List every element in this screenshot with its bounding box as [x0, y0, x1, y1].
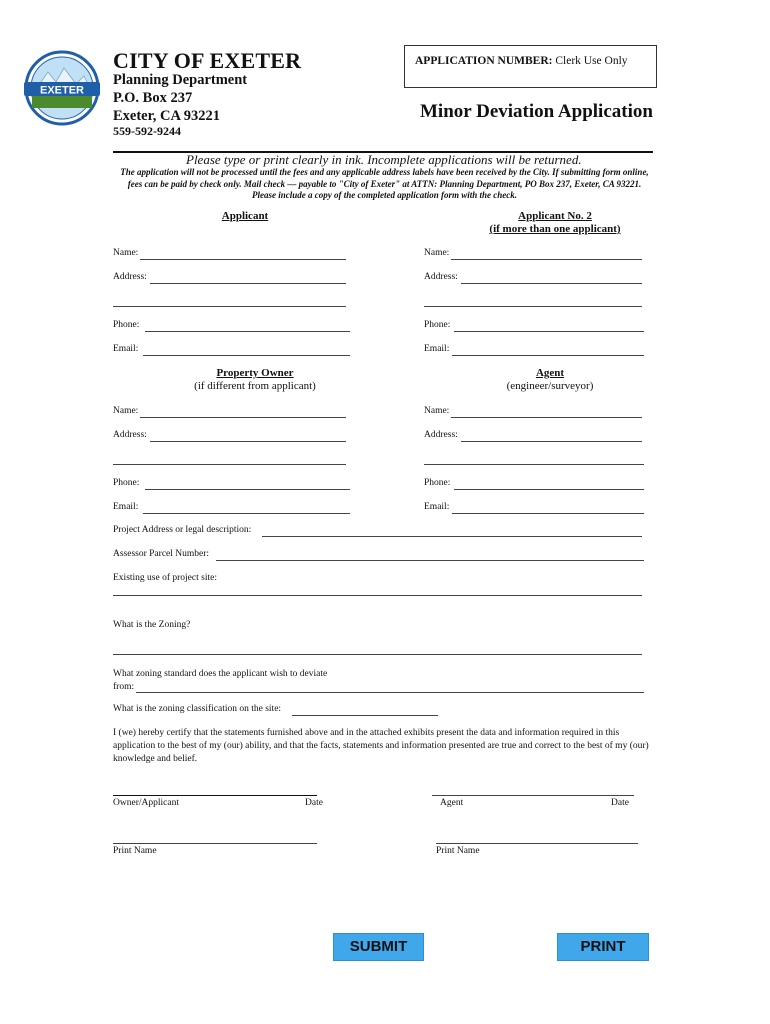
existing-use-field[interactable] [113, 595, 642, 596]
owner-address-line2-field[interactable] [113, 464, 346, 465]
agent-email-label: Email: [424, 502, 450, 512]
apn-field[interactable] [216, 560, 644, 561]
agent-subheading: (engineer/surveyor) [506, 380, 594, 392]
owner-print-name-label: Print Name [113, 846, 157, 856]
applicant-phone-field[interactable] [145, 331, 350, 332]
applicant2-address-label: Address: [424, 272, 458, 282]
agent-name-label: Name: [424, 406, 450, 416]
owner-phone-label: Phone: [113, 478, 140, 488]
agent-address-field[interactable] [461, 441, 642, 442]
applicant-email-field[interactable] [143, 355, 350, 356]
project-address-field[interactable] [262, 536, 642, 537]
applicant2-heading: Applicant No. 2 [518, 210, 592, 222]
applicant-email-label: Email: [113, 344, 139, 354]
zoning-field[interactable] [113, 654, 642, 655]
applicant-heading: Applicant [221, 210, 269, 222]
city-state-zip: Exeter, CA 93221 [113, 108, 220, 124]
agent-signature-label: Agent [440, 798, 464, 808]
agent-print-name-field[interactable] [436, 843, 638, 844]
owner-signature-field[interactable] [113, 795, 317, 796]
applicant2-name-label: Name: [424, 248, 450, 258]
owner-heading: Property Owner [216, 367, 294, 379]
instructions: Please type or print clearly in ink. Incomplete applications will be returned. [186, 152, 582, 167]
applicant2-email-field[interactable] [452, 355, 644, 356]
form-title: Minor Deviation Application [420, 101, 653, 122]
applicant-name-label: Name: [113, 248, 139, 258]
application-number-value: Clerk Use Only [555, 55, 628, 67]
agent-heading: Agent [535, 367, 565, 379]
applicant2-phone-field[interactable] [454, 331, 644, 332]
apn-label: Assessor Parcel Number: [113, 549, 210, 559]
owner-address-label: Address: [113, 430, 147, 440]
department-phone: 559-592-9244 [113, 124, 181, 138]
agent-print-name-label: Print Name [436, 846, 480, 856]
application-number-label: APPLICATION NUMBER: [415, 55, 553, 67]
applicant-phone-label: Phone: [113, 320, 140, 330]
applicant-address-field[interactable] [150, 283, 346, 284]
agent-signature-field[interactable] [432, 795, 634, 796]
applicant2-subheading: (if more than one applicant) [489, 223, 621, 235]
applicant-address-label: Address: [113, 272, 147, 282]
applicant2-phone-label: Phone: [424, 320, 451, 330]
logo-text: EXETER [39, 84, 85, 97]
application-number-box [404, 45, 657, 88]
agent-address-label: Address: [424, 430, 458, 440]
owner-name-field[interactable] [140, 417, 346, 418]
zoning-classification-label: What is the zoning classification on the site: [113, 704, 282, 714]
deviate-label: What zoning standard does the applicant wish to deviate [113, 669, 328, 679]
owner-print-name-field[interactable] [113, 843, 317, 844]
processing-notice: The application will not be processed until the fees and any applicable address labels have been received by the City. If submitting form online, fees can be paid by check only. Mail check — payable to "City of Exeter" at ATTN: Planning Department, PO Box 237, Exeter, CA 93221. Please include a copy of the completed application form with the check. [120, 167, 649, 200]
agent-date-label: Date [611, 798, 629, 808]
applicant2-address-field[interactable] [461, 283, 642, 284]
submit-button[interactable]: SUBMIT [333, 933, 424, 961]
po-box: P.O. Box 237 [113, 90, 193, 106]
deviate-label-from: from: [113, 682, 135, 692]
owner-date-label: Date [305, 798, 323, 808]
owner-email-field[interactable] [143, 513, 350, 514]
applicant2-name-field[interactable] [451, 259, 642, 260]
owner-signature-label: Owner/Applicant [113, 798, 179, 808]
agent-email-field[interactable] [452, 513, 644, 514]
agent-phone-label: Phone: [424, 478, 451, 488]
applicant2-email-label: Email: [424, 344, 450, 354]
applicant-address-line2-field[interactable] [113, 306, 346, 307]
print-button[interactable]: PRINT [557, 933, 649, 961]
zoning-label: What is the Zoning? [113, 620, 191, 630]
deviate-field[interactable] [136, 692, 644, 693]
zoning-classification-field[interactable] [292, 715, 438, 716]
agent-name-field[interactable] [451, 417, 642, 418]
agent-phone-field[interactable] [454, 489, 644, 490]
applicant-name-field[interactable] [140, 259, 346, 260]
owner-name-label: Name: [113, 406, 139, 416]
existing-use-label: Existing use of project site: [113, 573, 217, 583]
owner-phone-field[interactable] [145, 489, 350, 490]
department-name: Planning Department [113, 72, 248, 88]
owner-email-label: Email: [113, 502, 139, 512]
project-address-label: Project Address or legal description: [113, 525, 252, 535]
agent-address-line2-field[interactable] [424, 464, 644, 465]
applicant2-address-line2-field[interactable] [424, 306, 642, 307]
owner-address-field[interactable] [150, 441, 346, 442]
city-seal-icon [24, 50, 100, 126]
owner-subheading: (if different from applicant) [194, 380, 316, 392]
city-name: CITY OF EXETER [113, 48, 302, 73]
certification-statement: I (we) hereby certify that the statements furnished above and in the attached exhibits present the data and information required in this application to the best of my (our) ability, and that the facts, statements and information presented are true and correct to the best of my (our) knowledge and belief. [113, 728, 649, 764]
